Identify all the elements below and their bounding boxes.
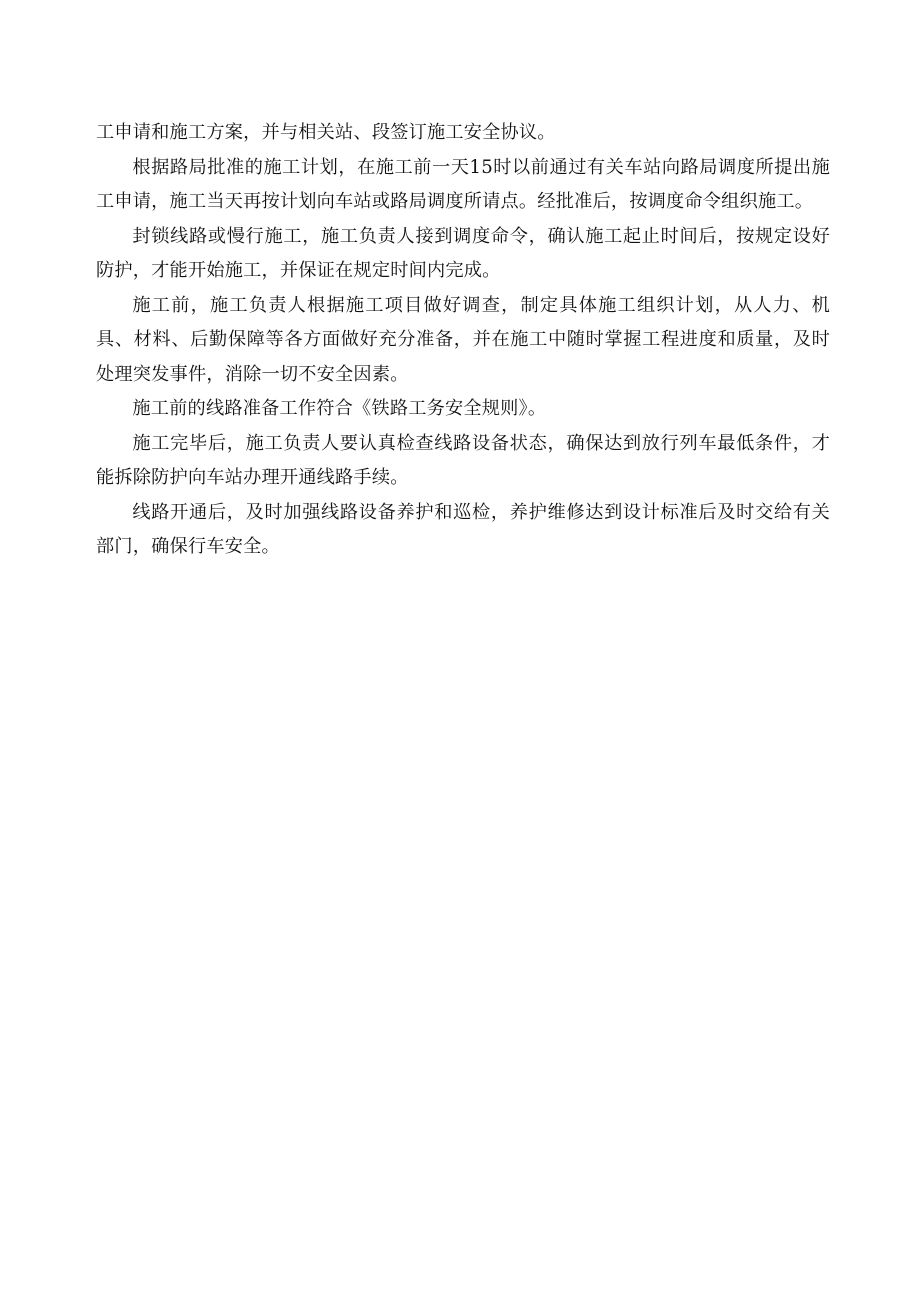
paragraph-construction-plan: 根据路局批准的施工计划，在施工前一天15时以前通过有关车站向路局调度所提出施工申请，施工当天再按计划向车站或路局调度所请点。经批准后，按调度命令组织施工。 — [96, 156, 830, 212]
paragraph-post-construction: 施工完毕后，施工负责人要认真检查线路设备状态，确保达到放行列车最低条件，才能拆除防护向车站办理开通线路手续。 — [96, 432, 830, 488]
paragraph-pre-construction: 施工前，施工负责人根据施工项目做好调查，制定具体施工组织计划，从人力、机具、材料、后勤保障等各方面做好充分准备，并在施工中随时掌握工程进度和质量，及时处理突发事件，消除一切不安全因素。 — [96, 294, 830, 385]
paragraph-line-closure: 封锁线路或慢行施工，施工负责人接到调度命令，确认施工起止时间后，按规定设好防护，才能开始施工，并保证在规定时间内完成。 — [96, 225, 830, 281]
paragraph-line-reopening: 线路开通后，及时加强线路设备养护和巡检，养护维修达到设计标准后及时交给有关部门，确保行车安全。 — [96, 501, 830, 557]
paragraph-continuation: 工申请和施工方案，并与相关站、段签订施工安全协议。 — [96, 122, 556, 143]
paragraph-safety-rules: 施工前的线路准备工作符合《铁路工务安全规则》。 — [132, 398, 547, 419]
document-body — [96, 116, 830, 565]
